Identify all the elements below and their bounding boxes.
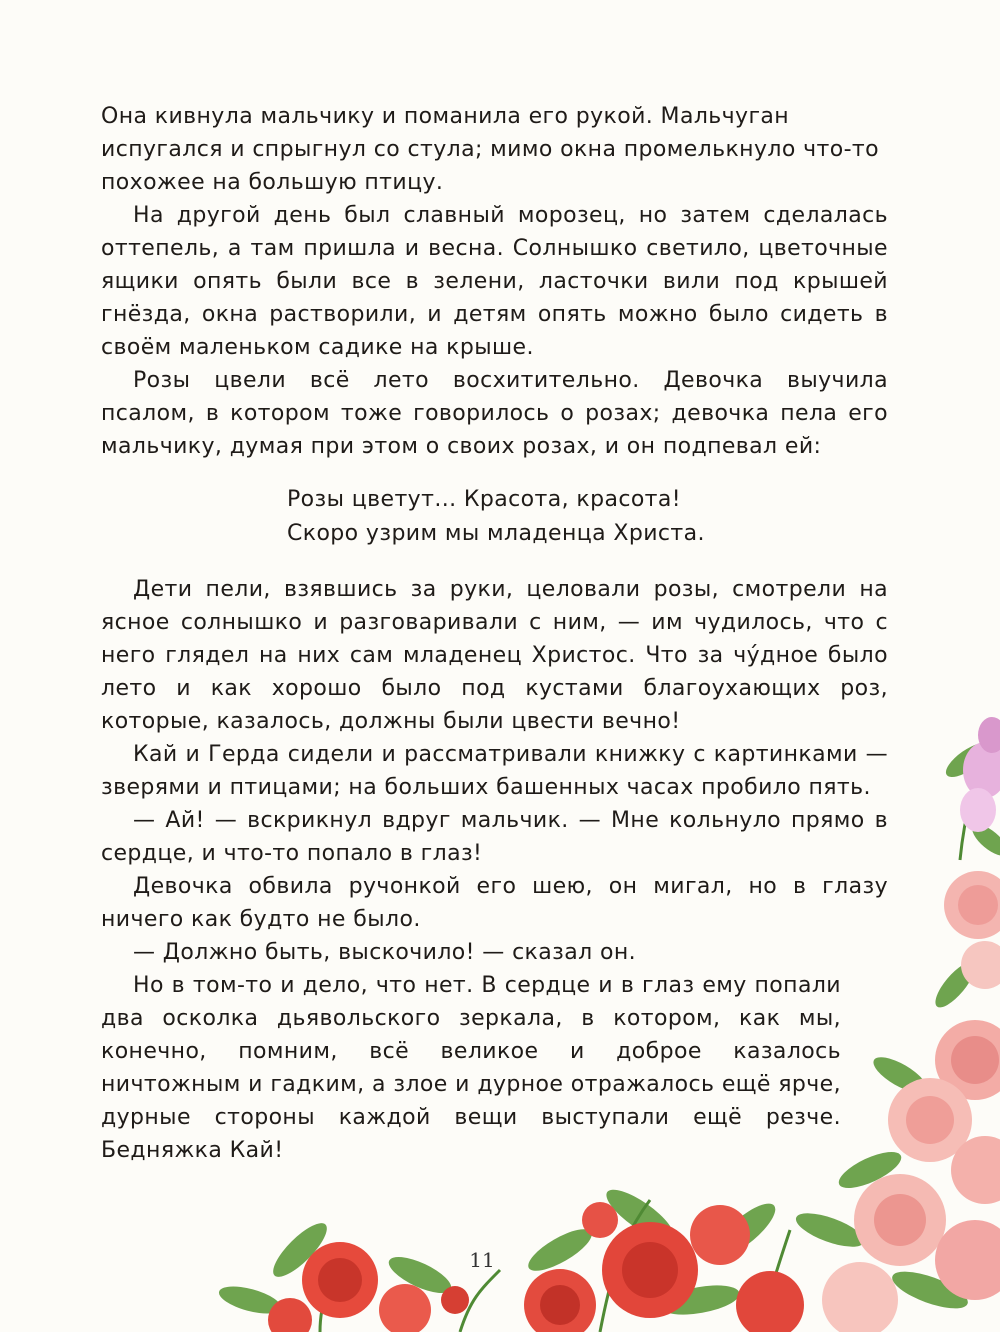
paragraph-1: Она кивнула мальчику и поманила его рукой. Мальчуган испугался и спрыгнул со стула; мимо окна промелькнуло что-то похожее на большую птицу. [101,104,879,195]
verse-line-2: Скоро узрим мы младенца Христа. [287,521,705,546]
verse [287,483,888,551]
paragraph-6: — Ай! — вскрикнул вдруг мальчик. — Мне кольнуло прямо в сердце, и что-то попало в глаз! [101,808,888,866]
paragraph-2: На другой день был славный морозец, но затем сделалась оттепель, а там пришла и весна. Солнышко светило, цветочные ящики опять были все в зелени, ласточки вили под крышей гнёзда, окна растворили, и детям опять можно было сидеть в своём маленьком садике на крыше. [101,203,888,360]
paragraph-4: Дети пели, взявшись за руки, целовали розы, смотрели на ясное солнышко и разговаривали с ним, — им чудилось, что с него глядел на них сам младенец Христос. Что за чу́дное было лето и как хорошо было под кустами благоухающих роз, которые, казалось, должны были цвести вечно! [101,577,888,734]
paragraph-5: Кай и Герда сидели и рассматривали книжку с картинками — зверями и птицами; на больших башенных часах пробило пять. [101,742,888,800]
paragraph-7: Девочка обвила ручонкой его шею, он мигал, но в глазу ничего как будто не было. [101,874,888,932]
story-text [101,100,888,1167]
sweet-pea-flowers [960,717,1000,832]
paragraph-9: Но в том-то и дело, что нет. В сердце и в глаз ему попали два осколка дьявольского зеркала, в котором, как мы, конечно, помним, всё великое и доброе казалось ничтожным и гадким, а злое и дурное отражалось ещё ярче, дурные стороны каждой вещи выступали ещё резче. Бедняжка Кай! [101,973,841,1163]
paragraph-3: Розы цвели всё лето восхитительно. Девочка выучила псалом, в котором тоже говорилось о розах; девочка пела его мальчику, думая при этом о своих розах, и он подпевал ей: [101,368,888,459]
page-number: 11 [469,1248,495,1272]
verse-line-1: Розы цветут... Красота, красота! [287,487,681,512]
paragraph-8: — Должно быть, выскочило! — сказал он. [133,940,637,965]
